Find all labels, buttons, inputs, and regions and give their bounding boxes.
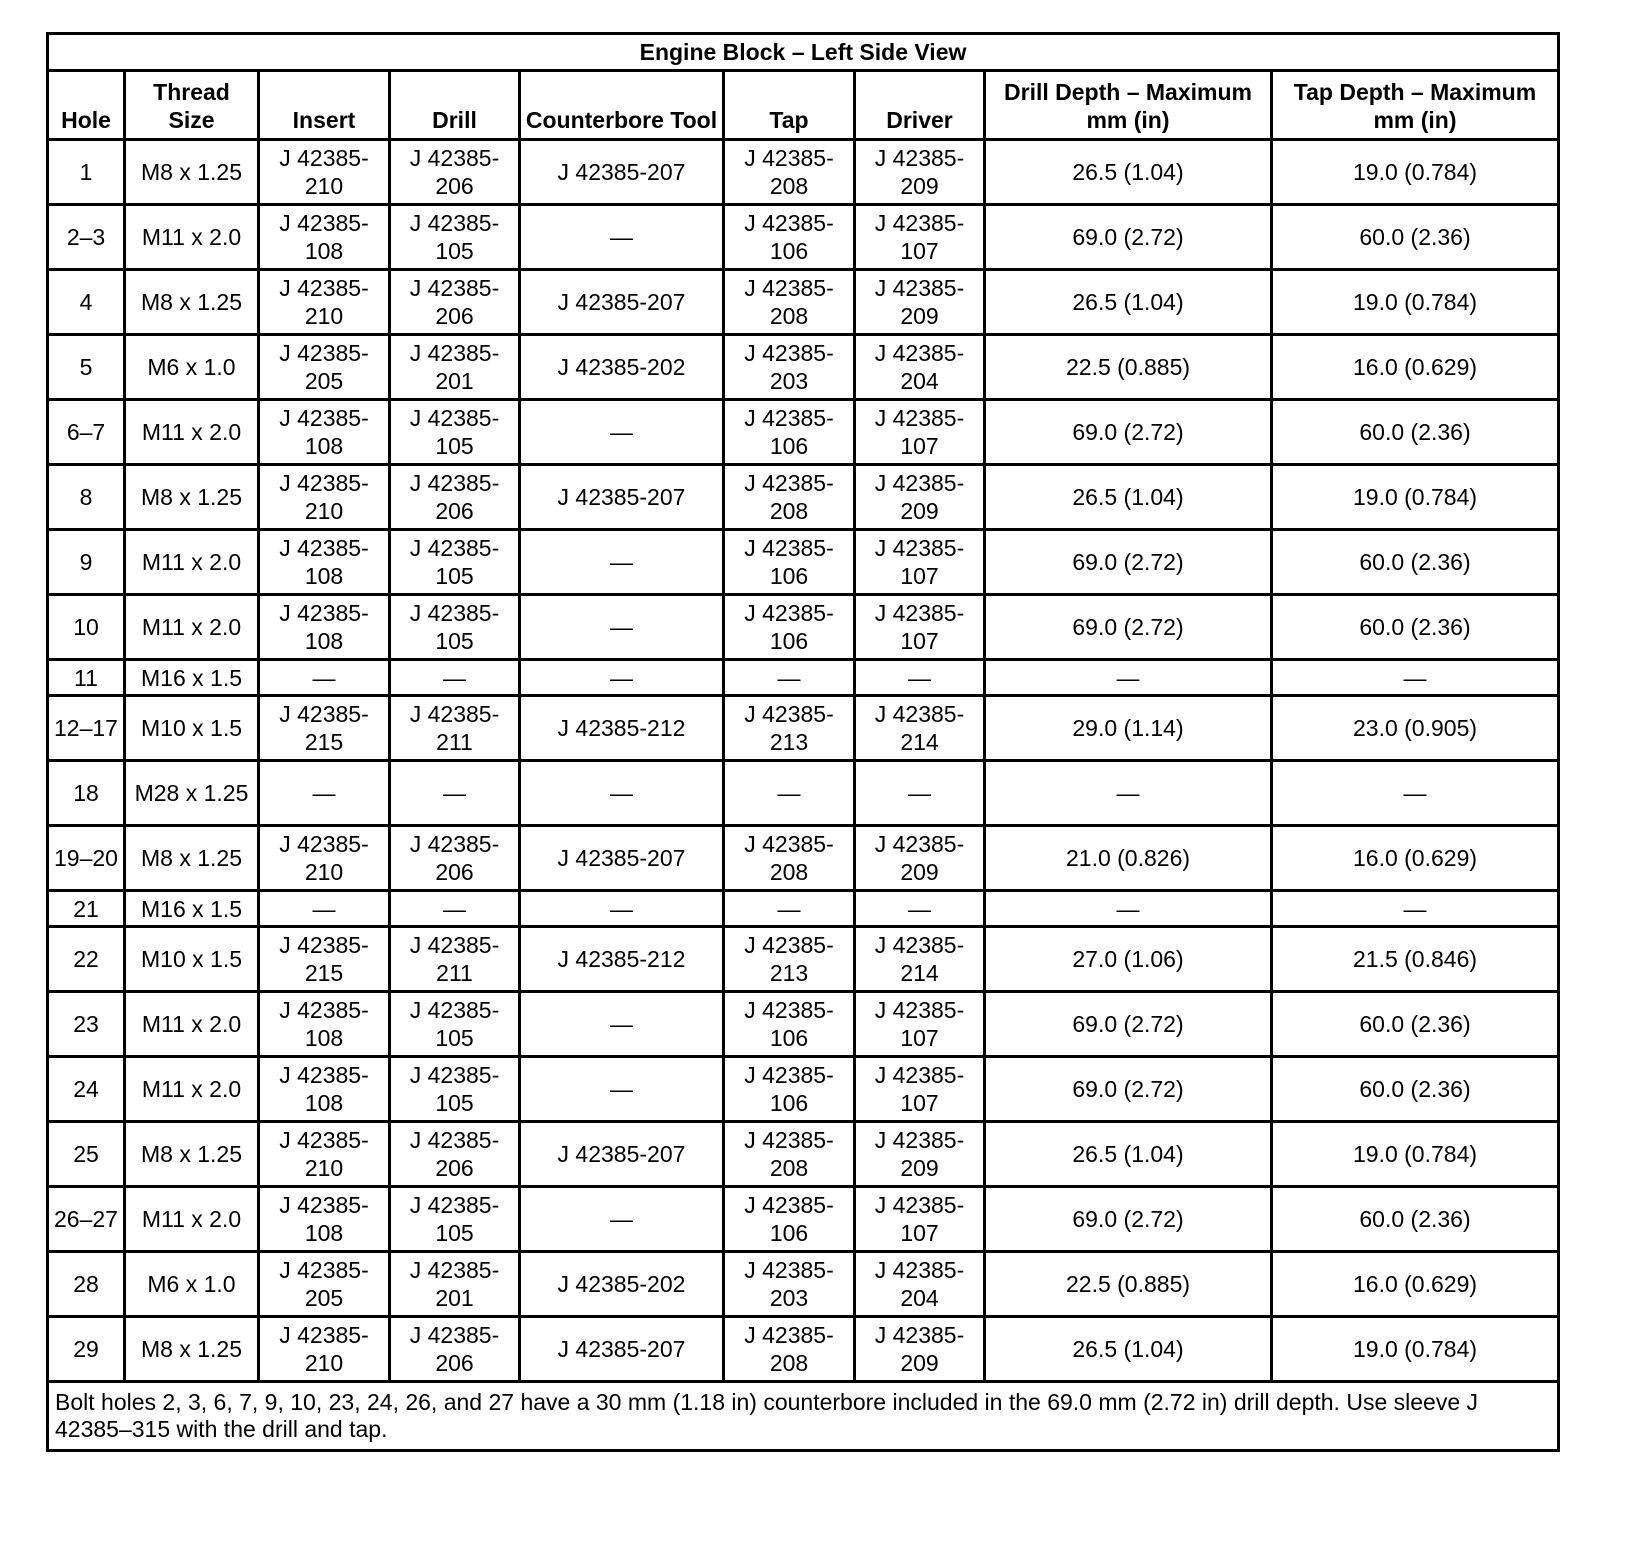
table-cell: 27.0 (1.06)	[985, 927, 1272, 992]
table-cell: J 42385-106	[724, 400, 855, 465]
table-cell: —	[390, 891, 520, 927]
table-cell: —	[985, 891, 1272, 927]
table-cell: 21.5 (0.846)	[1272, 927, 1559, 992]
column-header: Drill	[390, 71, 520, 140]
table-cell: J 42385-107	[855, 1187, 985, 1252]
table-cell: J 42385-209	[855, 1317, 985, 1382]
table-cell: 60.0 (2.36)	[1272, 1187, 1559, 1252]
table-cell: J 42385-214	[855, 696, 985, 761]
table-cell: J 42385-108	[259, 205, 390, 270]
table-cell: J 42385-210	[259, 1317, 390, 1382]
column-header: Tap	[724, 71, 855, 140]
table-row	[48, 205, 1559, 270]
table-cell: M10 x 1.5	[125, 927, 259, 992]
table-cell: J 42385-107	[855, 530, 985, 595]
table-cell: J 42385-108	[259, 992, 390, 1057]
table-cell: J 42385-105	[390, 992, 520, 1057]
table-cell: M8 x 1.25	[125, 1122, 259, 1187]
table-cell: J 42385-210	[259, 826, 390, 891]
footnote: Bolt holes 2, 3, 6, 7, 9, 10, 23, 24, 26, and 27 have a 30 mm (1.18 in) counterbore included in the 69.0 mm (2.72 in) drill depth. Use sleeve J 42385–315 with the drill and tap.	[48, 1382, 1559, 1451]
table-row	[48, 595, 1559, 660]
table-cell: J 42385-209	[855, 140, 985, 205]
table-cell: J 42385-209	[855, 465, 985, 530]
table-cell: J 42385-201	[390, 335, 520, 400]
table-cell: 60.0 (2.36)	[1272, 992, 1559, 1057]
table-cell: —	[855, 761, 985, 826]
table-cell: J 42385-210	[259, 1122, 390, 1187]
table-cell: 19–20	[48, 826, 125, 891]
table-cell: —	[520, 530, 724, 595]
table-cell: J 42385-106	[724, 205, 855, 270]
table-cell: M8 x 1.25	[125, 270, 259, 335]
table-cell: 69.0 (2.72)	[985, 595, 1272, 660]
table-cell: J 42385-214	[855, 927, 985, 992]
table-row	[48, 465, 1559, 530]
table-cell: J 42385-201	[390, 1252, 520, 1317]
table-cell: 5	[48, 335, 125, 400]
table-cell: M8 x 1.25	[125, 826, 259, 891]
table-row	[48, 1317, 1559, 1382]
table-cell: M11 x 2.0	[125, 530, 259, 595]
table-cell: 23.0 (0.905)	[1272, 696, 1559, 761]
column-header: Driver	[855, 71, 985, 140]
table-cell: J 42385-105	[390, 595, 520, 660]
table-row	[48, 140, 1559, 205]
table-cell: J 42385-208	[724, 1317, 855, 1382]
table-cell: J 42385-210	[259, 140, 390, 205]
column-header: Counterbore Tool	[520, 71, 724, 140]
table-cell: J 42385-206	[390, 270, 520, 335]
table-cell: J 42385-206	[390, 1317, 520, 1382]
table-cell: —	[390, 761, 520, 826]
table-row	[48, 891, 1559, 927]
table-cell: M11 x 2.0	[125, 205, 259, 270]
table-row	[48, 660, 1559, 696]
table-cell: J 42385-213	[724, 927, 855, 992]
table-row	[48, 400, 1559, 465]
table-cell: J 42385-108	[259, 595, 390, 660]
table-row	[48, 927, 1559, 992]
table-row	[48, 270, 1559, 335]
table-cell: J 42385-213	[724, 696, 855, 761]
table-cell: 19.0 (0.784)	[1272, 465, 1559, 530]
table-cell: 69.0 (2.72)	[985, 400, 1272, 465]
table-cell: J 42385-105	[390, 530, 520, 595]
table-cell: J 42385-106	[724, 992, 855, 1057]
table-cell: 69.0 (2.72)	[985, 992, 1272, 1057]
table-cell: J 42385-206	[390, 1122, 520, 1187]
table-cell: M10 x 1.5	[125, 696, 259, 761]
table-cell: J 42385-108	[259, 530, 390, 595]
table-cell: —	[520, 1057, 724, 1122]
table-cell: J 42385-212	[520, 696, 724, 761]
table-cell: J 42385-106	[724, 1187, 855, 1252]
table-cell: J 42385-203	[724, 1252, 855, 1317]
table-cell: J 42385-206	[390, 826, 520, 891]
table-cell: J 42385-105	[390, 400, 520, 465]
table-cell: J 42385-211	[390, 696, 520, 761]
table-cell: M8 x 1.25	[125, 140, 259, 205]
table-cell: J 42385-106	[724, 530, 855, 595]
table-cell: 60.0 (2.36)	[1272, 530, 1559, 595]
table-cell: 22.5 (0.885)	[985, 1252, 1272, 1317]
table-cell: J 42385-108	[259, 1057, 390, 1122]
table-cell: —	[520, 595, 724, 660]
table-cell: M6 x 1.0	[125, 335, 259, 400]
table-cell: J 42385-208	[724, 826, 855, 891]
table-cell: J 42385-209	[855, 270, 985, 335]
table-cell: M11 x 2.0	[125, 1057, 259, 1122]
table-cell: 6–7	[48, 400, 125, 465]
table-cell: M6 x 1.0	[125, 1252, 259, 1317]
table-cell: J 42385-209	[855, 1122, 985, 1187]
table-cell: 21.0 (0.826)	[985, 826, 1272, 891]
table-cell: 29	[48, 1317, 125, 1382]
table-cell: 26.5 (1.04)	[985, 1317, 1272, 1382]
table-cell: J 42385-205	[259, 335, 390, 400]
engine-block-table	[46, 32, 1560, 1452]
table-cell: 60.0 (2.36)	[1272, 595, 1559, 660]
table-cell: 26.5 (1.04)	[985, 1122, 1272, 1187]
table-cell: —	[520, 660, 724, 696]
table-cell: —	[855, 660, 985, 696]
table-cell: J 42385-207	[520, 826, 724, 891]
table-cell: 12–17	[48, 696, 125, 761]
table-cell: J 42385-207	[520, 270, 724, 335]
table-cell: —	[520, 205, 724, 270]
table-row	[48, 696, 1559, 761]
column-header: Thread Size	[125, 71, 259, 140]
table-cell: 21	[48, 891, 125, 927]
table-cell: M16 x 1.5	[125, 891, 259, 927]
table-cell: 24	[48, 1057, 125, 1122]
table-cell: —	[520, 1187, 724, 1252]
table-cell: 23	[48, 992, 125, 1057]
header-row	[48, 71, 1559, 140]
table-cell: —	[724, 660, 855, 696]
table-cell: 9	[48, 530, 125, 595]
table-cell: M11 x 2.0	[125, 1187, 259, 1252]
table-row	[48, 826, 1559, 891]
table-cell: J 42385-207	[520, 140, 724, 205]
column-header: Insert	[259, 71, 390, 140]
table-cell: J 42385-212	[520, 927, 724, 992]
table-cell: J 42385-206	[390, 465, 520, 530]
table-cell: 19.0 (0.784)	[1272, 1317, 1559, 1382]
table-cell: —	[259, 660, 390, 696]
table-cell: J 42385-211	[390, 927, 520, 992]
table-cell: —	[724, 891, 855, 927]
column-header: Hole	[48, 71, 125, 140]
table-cell: J 42385-208	[724, 1122, 855, 1187]
column-header: Drill Depth – Maximum mm (in)	[985, 71, 1272, 140]
table-cell: J 42385-107	[855, 1057, 985, 1122]
table-cell: 16.0 (0.629)	[1272, 1252, 1559, 1317]
table-cell: 69.0 (2.72)	[985, 205, 1272, 270]
table-cell: J 42385-106	[724, 595, 855, 660]
table-row	[48, 335, 1559, 400]
table-cell: 26–27	[48, 1187, 125, 1252]
table-cell: M11 x 2.0	[125, 992, 259, 1057]
table-cell: 11	[48, 660, 125, 696]
table-row	[48, 1122, 1559, 1187]
table-cell: J 42385-207	[520, 1122, 724, 1187]
table-cell: —	[1272, 891, 1559, 927]
table-cell: 4	[48, 270, 125, 335]
table-cell: —	[259, 891, 390, 927]
table-cell: J 42385-204	[855, 1252, 985, 1317]
table-cell: —	[520, 400, 724, 465]
table-cell: —	[985, 660, 1272, 696]
table-cell: 16.0 (0.629)	[1272, 826, 1559, 891]
table-cell: M8 x 1.25	[125, 465, 259, 530]
table-cell: J 42385-208	[724, 140, 855, 205]
table-cell: J 42385-206	[390, 140, 520, 205]
table-cell: 22.5 (0.885)	[985, 335, 1272, 400]
table-row	[48, 1187, 1559, 1252]
table-cell: —	[520, 761, 724, 826]
table-cell: J 42385-202	[520, 335, 724, 400]
table-cell: 1	[48, 140, 125, 205]
table-cell: J 42385-215	[259, 927, 390, 992]
table-cell: M8 x 1.25	[125, 1317, 259, 1382]
table-cell: —	[390, 660, 520, 696]
table-cell: 19.0 (0.784)	[1272, 140, 1559, 205]
table-cell: —	[985, 761, 1272, 826]
table-cell: J 42385-207	[520, 1317, 724, 1382]
table-cell: 69.0 (2.72)	[985, 1057, 1272, 1122]
table-cell: J 42385-210	[259, 270, 390, 335]
table-cell: M11 x 2.0	[125, 400, 259, 465]
column-header: Tap Depth – Maximum mm (in)	[1272, 71, 1559, 140]
table-row	[48, 530, 1559, 595]
table-cell: J 42385-204	[855, 335, 985, 400]
table-cell: J 42385-105	[390, 205, 520, 270]
table-cell: J 42385-105	[390, 1187, 520, 1252]
table-cell: 26.5 (1.04)	[985, 140, 1272, 205]
table-cell: 26.5 (1.04)	[985, 465, 1272, 530]
table-cell: J 42385-105	[390, 1057, 520, 1122]
table-cell: J 42385-202	[520, 1252, 724, 1317]
table-cell: —	[520, 891, 724, 927]
table-cell: 19.0 (0.784)	[1272, 1122, 1559, 1187]
table-cell: —	[259, 761, 390, 826]
table-cell: J 42385-203	[724, 335, 855, 400]
table-cell: 16.0 (0.629)	[1272, 335, 1559, 400]
table-cell: J 42385-209	[855, 826, 985, 891]
table-cell: J 42385-215	[259, 696, 390, 761]
table-cell: J 42385-207	[520, 465, 724, 530]
table-cell: 8	[48, 465, 125, 530]
table-cell: 28	[48, 1252, 125, 1317]
table-row	[48, 761, 1559, 826]
table-cell: —	[855, 891, 985, 927]
table-cell: M16 x 1.5	[125, 660, 259, 696]
table-cell: M11 x 2.0	[125, 595, 259, 660]
table-row	[48, 1252, 1559, 1317]
table-cell: J 42385-210	[259, 465, 390, 530]
table-cell: 18	[48, 761, 125, 826]
table-cell: J 42385-108	[259, 1187, 390, 1252]
table-cell: J 42385-205	[259, 1252, 390, 1317]
table-cell: 60.0 (2.36)	[1272, 205, 1559, 270]
table-cell: —	[1272, 761, 1559, 826]
table-cell: J 42385-106	[724, 1057, 855, 1122]
table-cell: J 42385-208	[724, 465, 855, 530]
table-cell: J 42385-107	[855, 595, 985, 660]
table-row	[48, 1057, 1559, 1122]
table-cell: M28 x 1.25	[125, 761, 259, 826]
table-cell: —	[1272, 660, 1559, 696]
table-cell: 29.0 (1.14)	[985, 696, 1272, 761]
table-cell: J 42385-107	[855, 205, 985, 270]
table-cell: J 42385-108	[259, 400, 390, 465]
table-cell: 22	[48, 927, 125, 992]
table-cell: 69.0 (2.72)	[985, 1187, 1272, 1252]
table-row	[48, 992, 1559, 1057]
table-title: Engine Block – Left Side View	[48, 34, 1559, 71]
table-cell: 2–3	[48, 205, 125, 270]
table-cell: 10	[48, 595, 125, 660]
table-cell: 26.5 (1.04)	[985, 270, 1272, 335]
table-cell: 60.0 (2.36)	[1272, 1057, 1559, 1122]
table-cell: J 42385-107	[855, 400, 985, 465]
table-cell: 69.0 (2.72)	[985, 530, 1272, 595]
table-cell: 25	[48, 1122, 125, 1187]
table-cell: J 42385-107	[855, 992, 985, 1057]
table-cell: J 42385-208	[724, 270, 855, 335]
table-cell: 19.0 (0.784)	[1272, 270, 1559, 335]
table-cell: —	[520, 992, 724, 1057]
table-cell: —	[724, 761, 855, 826]
table-cell: 60.0 (2.36)	[1272, 400, 1559, 465]
